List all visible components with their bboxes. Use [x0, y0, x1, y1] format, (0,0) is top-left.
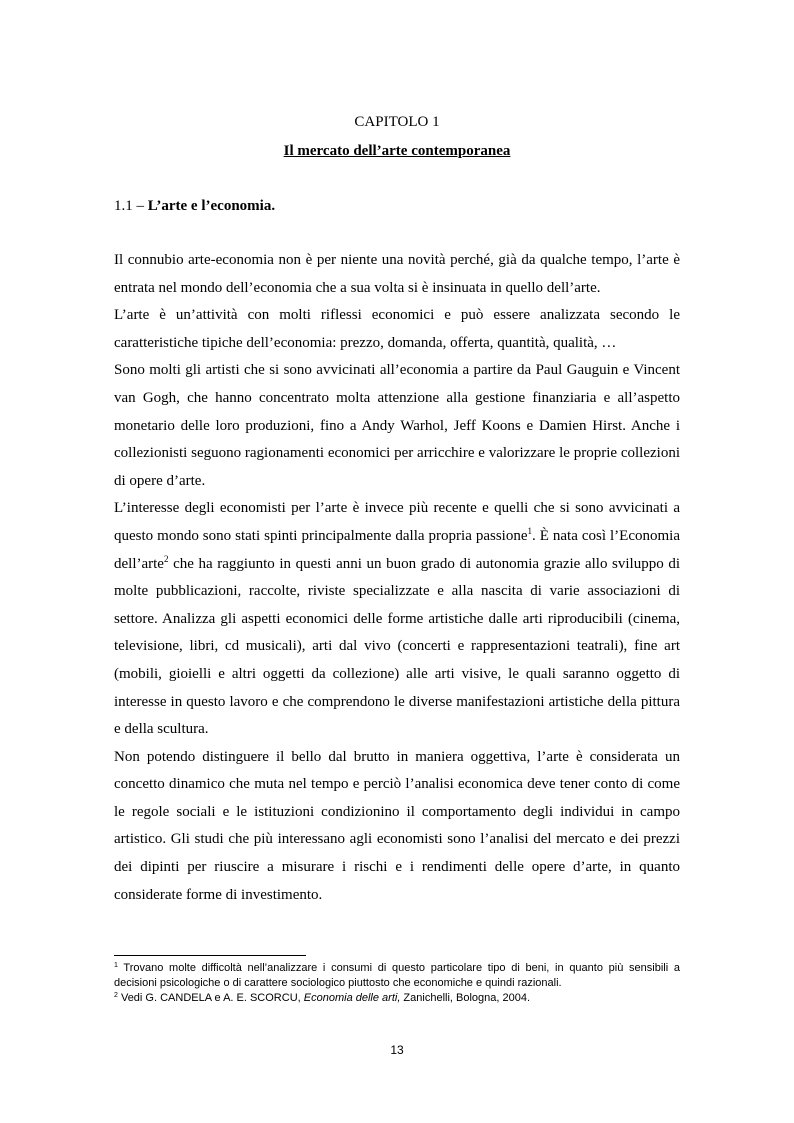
- paragraph-4: [114, 495, 680, 743]
- paragraph-4-part-2: . È nata così l’Economia dell’arte: [114, 527, 680, 572]
- footnote-1-marker: 1: [114, 962, 118, 969]
- footnote-2: [114, 991, 680, 1006]
- footnote-2-marker: 2: [114, 992, 118, 999]
- paragraph-1: Il connubio arte-economia non è per niente una novità perché, già da qualche tempo, l’arte è entrata nel mondo dell’economia che a sua volta si è insinuata in quello dell’arte.: [114, 252, 680, 296]
- paragraph-3: Sono molti gli artisti che si sono avvicinati all’economia a partire da Paul Gauguin e Vincent van Gogh, che hanno concentrato molta attenzione alla gestione finanziaria e all’aspetto monetario delle loro produzioni, fino a Andy Warhol, Jeff Koons e Damien Hirst. Anche i collezionisti seguono ragionamenti economici per arricchire e valorizzare le proprie collezioni di opere d’arte.: [114, 362, 680, 489]
- chapter-title: [0, 143, 794, 160]
- paragraph-2: L’arte è un’attività con molti riflessi economici e può essere analizzata secondo le caratteristiche tipiche dell’economia: prezzo, domanda, offerta, quantità, qualità, …: [114, 307, 680, 351]
- chapter-title-text: Il mercato dell’arte contemporanea: [283, 143, 511, 159]
- chapter-heading: CAPITOLO 1: [354, 114, 440, 130]
- footnote-2-prefix: Vedi G. CANDELA e A. E. SCORCU,: [117, 992, 304, 1004]
- footnote-separator: [114, 955, 306, 956]
- section-heading: [114, 198, 275, 215]
- footnote-ref-2: 2: [163, 553, 169, 564]
- footnotes: [114, 961, 680, 1006]
- paragraph-4-part-1: L’interesse degli economisti per l’arte è invece più recente e quelli che si sono avvicinati a questo mondo sono stati spinti principalmente dalla propria passione: [114, 500, 680, 544]
- paragraph-4-part-3: che ha raggiunto in questi anni un buon grado di autonomia grazie allo sviluppo di molte pubblicazioni, raccolte, riviste specializzate e alla nascita di varie associazioni di settore. Analizza gli aspetti economici delle forme artistiche dalle arti riproducibili (cinema, televisione, libri, cd musicali), arti dal vivo (concerti e rappresentazioni teatrali), fine art (mobili, gioielli e altri oggetti da collezione) alle arti visive, le quali saranno oggetto di interesse in questo lavoro e che comprendono le diverse manifestazioni artistiche della pittura e della scultura.: [114, 555, 680, 738]
- body-text: [114, 247, 680, 909]
- footnote-1-text: Trovano molte difficoltà nell’analizzare i consumi di questo particolare tipo di beni, in quanto più sensibili a decisioni psicologiche o di carattere sociologico piuttosto che economiche e quindi razionali.: [114, 962, 680, 989]
- footnote-2-suffix: Zanichelli, Bologna, 2004.: [400, 992, 531, 1004]
- footnote-2-work-title: Economia delle arti,: [303, 992, 401, 1004]
- section-number: 1.1 –: [114, 198, 148, 214]
- section-title: L’arte e l’economia.: [147, 198, 276, 214]
- paragraph-5: Non potendo distinguere il bello dal brutto in maniera oggettiva, l’arte è considerata un concetto dinamico che muta nel tempo e perciò l’analisi economica deve tener conto di come le regole sociali e le istituzioni condizionino il comportamento degli individui in campo artistico. Gli studi che più interessano agli economisti sono l’analisi del mercato e dei prezzi dei dipinti per riuscire a misurare i rischi e i rendimenti delle opere d’arte, in quanto considerate forme di investimento.: [114, 748, 680, 903]
- page-number: 13: [390, 1043, 404, 1057]
- footnote-1: [114, 961, 680, 991]
- footnote-ref-1: 1: [527, 525, 532, 536]
